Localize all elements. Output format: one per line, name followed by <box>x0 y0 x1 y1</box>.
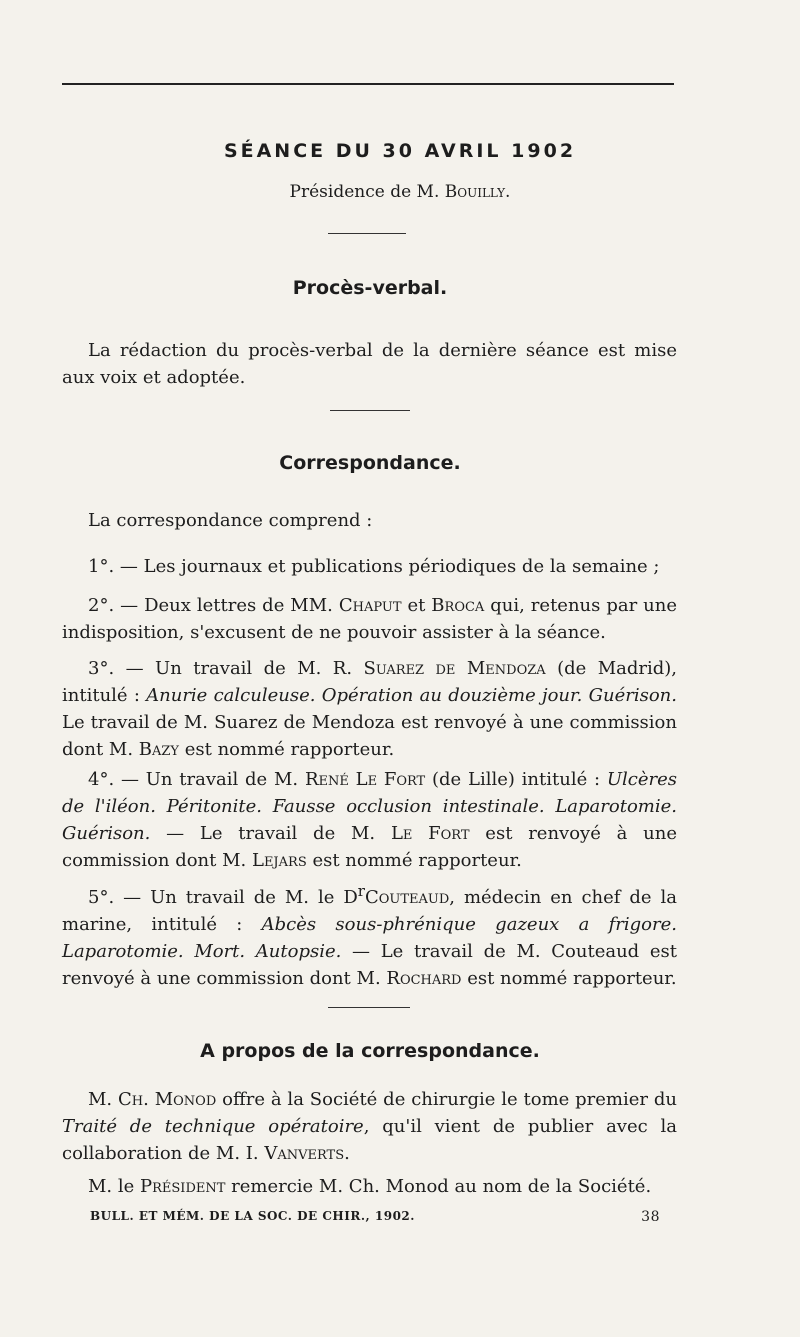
correspondance-heading: Correspondance. <box>279 452 461 474</box>
text-run: M. le <box>88 1176 141 1197</box>
text-run: — Le travail de M. <box>150 823 391 844</box>
text-run: M. <box>88 1089 119 1110</box>
correspondance-item-5 <box>62 878 677 992</box>
text-run: est nommé rapporteur. <box>179 739 395 760</box>
author-name: Suarez de Mendoza <box>363 658 546 679</box>
proces-verbal-heading: Procès-verbal. <box>292 277 448 299</box>
top-rule <box>62 83 674 85</box>
a-propos-paragraph-1 <box>62 1086 677 1167</box>
text-run: et <box>401 595 432 616</box>
rapporteur-name: Rochard <box>386 968 462 989</box>
work-title: Traité de technique opératoire <box>62 1116 364 1137</box>
section-divider <box>328 1007 410 1008</box>
presidence-line <box>0 182 800 202</box>
author-name: Chaput <box>338 595 402 616</box>
author-name: René Le Fort <box>304 769 426 790</box>
text-run: qui, retenus par une indisposition, s'excusent de ne pouvoir assister à la séance. <box>62 595 677 643</box>
correspondance-item-2 <box>62 592 677 646</box>
section-divider <box>330 410 410 411</box>
text-run: 4°. — Un travail de M. <box>88 769 305 790</box>
author-name: Couteaud <box>364 887 450 908</box>
text-run: — Le travail de M. Couteaud est renvoyé à une commission dont M. <box>62 941 677 989</box>
text-run: . <box>344 1143 350 1164</box>
session-title: SÉANCE DU 30 AVRIL 1902 <box>223 140 577 162</box>
author-name: Le Fort <box>390 823 470 844</box>
president-title: Président <box>140 1176 226 1197</box>
proces-verbal-text: La rédaction du procès-verbal de la dernière séance est mise aux voix et adoptée. <box>62 340 677 388</box>
text-run: est renvoyé à une commission dont M. <box>62 823 677 871</box>
correspondance-item-1: 1°. — Les journaux et publications périodiques de la semaine ; <box>88 556 660 577</box>
rapporteur-name: Bazy <box>138 739 180 760</box>
presidence-prefix: Présidence de M. <box>289 182 445 202</box>
text-run: Le travail de M. Suarez de Mendoza est renvoyé à une commission dont M. <box>62 712 677 760</box>
work-title: Abcès sous-phrénique gazeux a frigore. Laparotomie. Mort. Autopsie. <box>62 914 677 962</box>
section-divider <box>328 233 406 234</box>
correspondance-intro: La correspondance comprend : <box>88 510 373 531</box>
text-run: 2°. — Deux lettres de MM. <box>88 595 339 616</box>
collaborator-name: I. Vanverts <box>245 1143 345 1164</box>
text-run: (de Lille) intitulé : <box>425 769 607 790</box>
author-name: Broca <box>431 595 485 616</box>
correspondance-item-4 <box>62 766 677 874</box>
signature-mark: 38 <box>641 1209 660 1225</box>
text-run: , médecin en chef de la marine, intitulé : <box>62 887 677 935</box>
author-name: Ch. Monod <box>118 1089 217 1110</box>
text-run: est nommé rapporteur. <box>461 968 677 989</box>
text-run: 5°. — Un travail de M. le D <box>88 887 358 908</box>
correspondance-item-3 <box>62 655 677 763</box>
work-title: Ulcères de l'iléon. Péritonite. Fausse occlusion intestinale. Laparotomie. Guérison. <box>62 769 678 844</box>
page-footer <box>90 1209 660 1225</box>
text-run: offre à la Société de chirurgie le tome premier du <box>216 1089 677 1110</box>
a-propos-paragraph-2 <box>62 1173 677 1200</box>
text-run: remercie M. Ch. Monod au nom de la Société. <box>225 1176 652 1197</box>
text-run: est nommé rapporteur. <box>306 850 522 871</box>
text-run: (de Madrid), intitulé : <box>62 658 678 706</box>
journal-reference: BULL. ET MÉM. DE LA SOC. DE CHIR., 1902. <box>90 1209 415 1223</box>
a-propos-heading: A propos de la correspondance. <box>200 1040 540 1062</box>
rapporteur-name: Lejars <box>251 850 307 871</box>
president-name: Bouilly. <box>444 182 511 202</box>
text-run: , qu'il vient de publier avec la collaboration de M. <box>62 1116 677 1164</box>
text-run: 3°. — Un travail de M. R. <box>88 658 364 679</box>
superscript: r <box>357 882 365 900</box>
work-title: Anurie calculeuse. Opération au douzième jour. Guérison. <box>146 685 677 706</box>
